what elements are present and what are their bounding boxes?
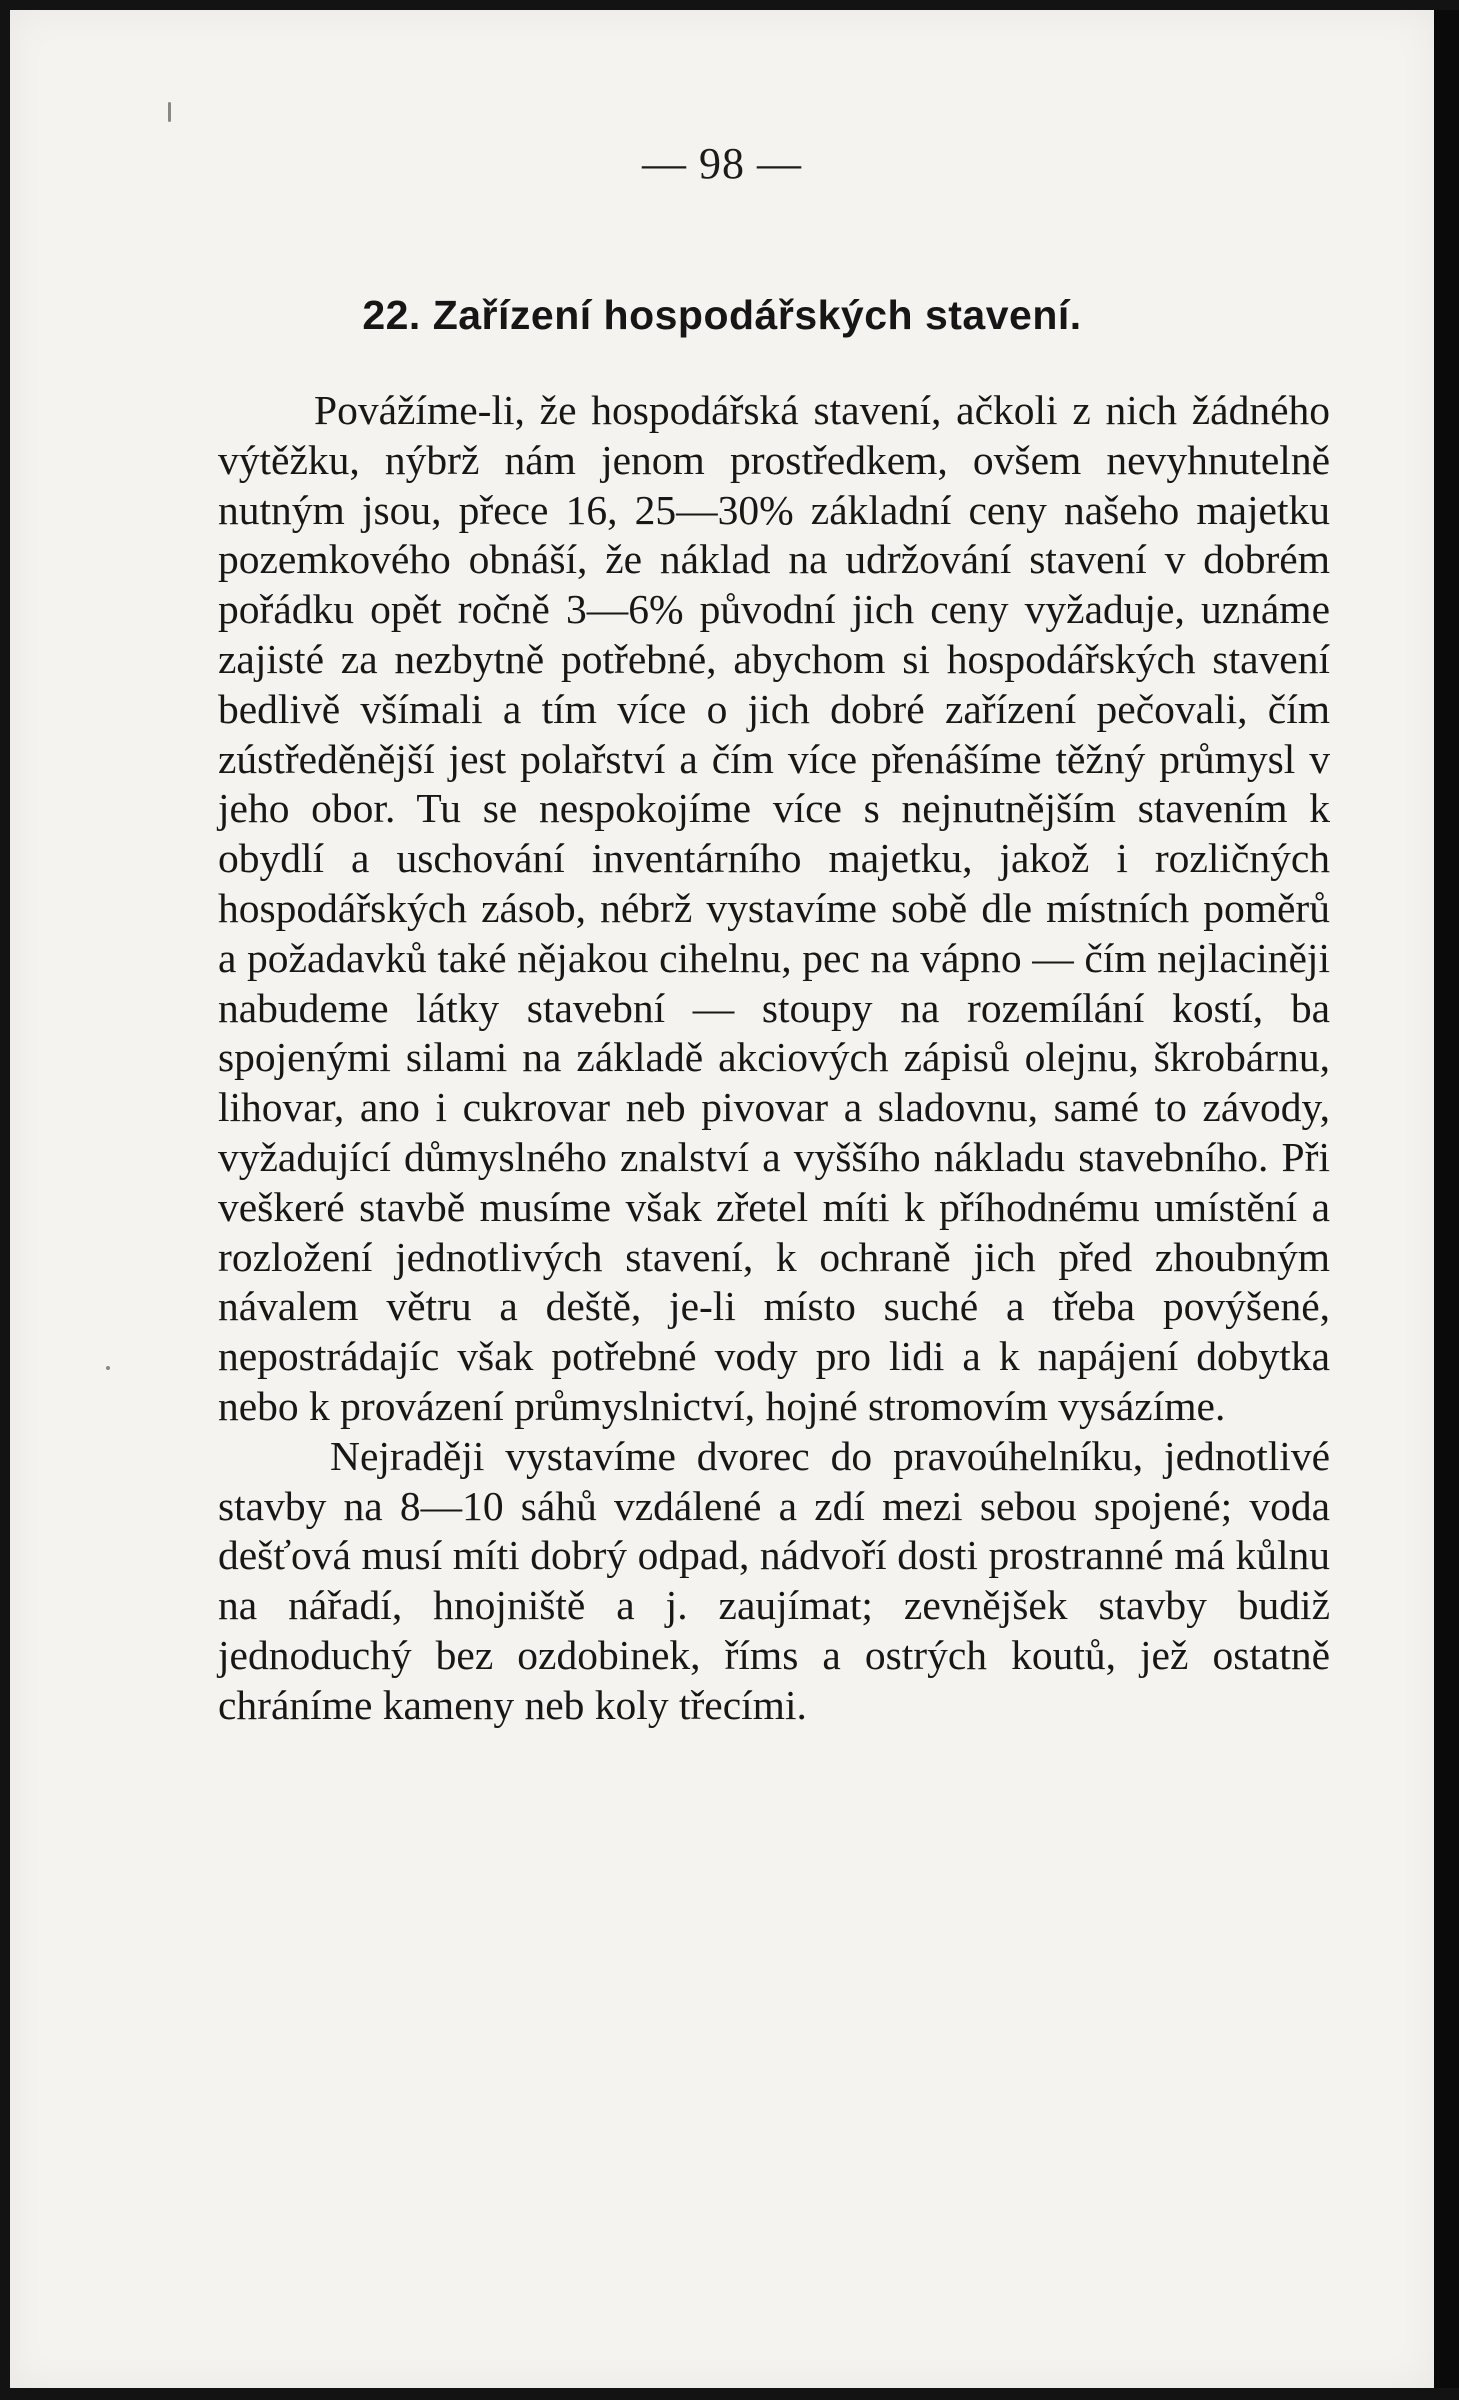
margin-mark bbox=[168, 102, 171, 122]
page-number: — 98 — bbox=[642, 139, 802, 188]
paragraph-2: Nejraději vystavíme dvorec do pravoúhelníku, jednotlivé stavby na 8—10 sáhů vzdálené a zdí mezi sebou spojené; voda dešťová musí míti dobrý odpad, nádvoří dosti prostranné má kůlnu na nářadí, hnojniště a j. zaujímat; zevnějšek stavby budiž jednoduchý bez ozdobinek, říms a ostrých koutů, jež ostatně chráníme kameny neb koly třecími. bbox=[218, 1432, 1330, 1728]
margin-mark bbox=[106, 1366, 110, 1370]
book-page bbox=[10, 10, 1434, 2388]
section-heading: 22. Zařízení hospodářských stavení. bbox=[362, 292, 1082, 338]
binding-edge bbox=[1434, 10, 1459, 2388]
body-text bbox=[218, 386, 1330, 1731]
paragraph-1: Povážíme-li, že hospodářská stavení, ačkoli z nich žádného výtěžku, nýbrž nám jenom prostředkem, ovšem nevyhnutelně nutným jsou, přece 16, 25—30% základní ceny našeho majetku pozemkového obnáší, že náklad na udržování stavení v dobrém pořádku opět ročně 3—6% původní jich ceny vyžaduje, uznáme zajisté za nezbytně potřebné, abychom si hospodářských stavení bedlivě všímali a tím více o jich dobré zařízení pečovali, čím zústředěnější jest polařství a čím více přenášíme těžný průmysl v jeho obor. Tu se nespokojíme více s nejnutnějším stavením k obydlí a uschování inventárního majetku, jakož i rozličných hospodářských zásob, nébrž vystavíme sobě dle místních poměrů a požadavků také nějakou cihelnu, pec na vápno — čím nejlaciněji nabudeme látky stavební — stoupy na rozemílání kostí, ba spojenými silami na základě akciových zápisů olejnu, škrobárnu, lihovar, ano i cukrovar neb pivovar a sladovnu, samé to závody, vyžadující důmyslného znalství a vyššího nákladu stavebního. Při veškeré stavbě musíme však zřetel míti k příhodnému umístění a rozložení jednotlivých stavení, k ochraně jich před zhoubným návalem větru a deště, je-li místo suché a třeba povýšené, nepostrádajíc však potřebné vody pro lidi a k napájení dobytka nebo k provázení průmyslnictví, hojné stromovím vysázíme. bbox=[218, 387, 1330, 1429]
